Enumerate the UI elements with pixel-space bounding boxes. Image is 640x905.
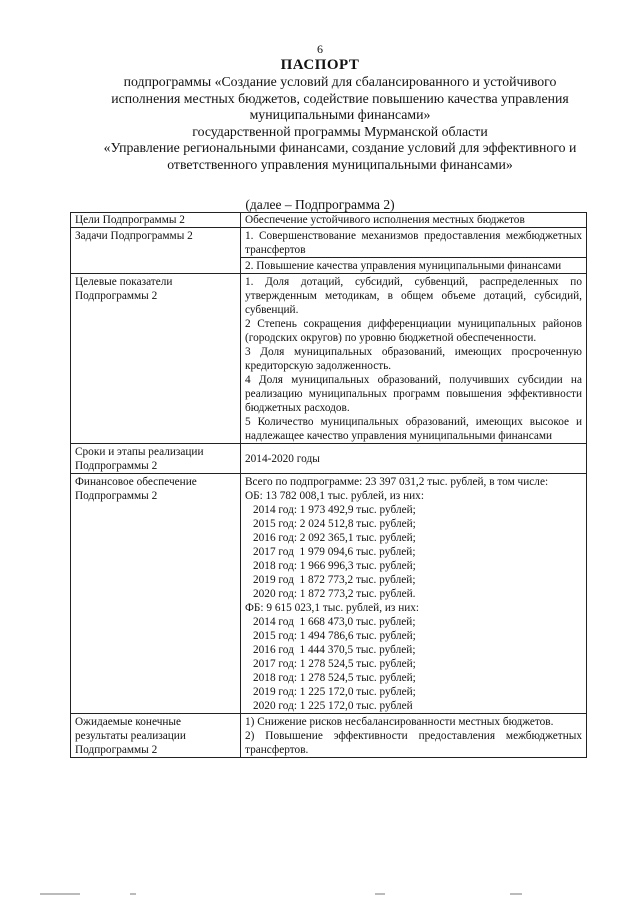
finance-ob-year: 2014 год: 1 973 492,9 тыс. рублей;	[253, 504, 416, 516]
tasks-label: Задачи Подпрограммы 2	[71, 228, 241, 274]
results-value	[241, 714, 587, 758]
table-row-goals	[71, 213, 587, 228]
finance-fb-year: 2020 год: 1 225 172,0 тыс. рублей	[253, 700, 413, 712]
finance-ob-year: 2017 год 1 979 094,6 тыс. рублей;	[253, 546, 416, 558]
indicators-value	[241, 274, 587, 444]
subtitle-line: государственной программы Мурманской области	[192, 123, 488, 139]
finance-ob-year: 2015 год: 2 024 512,8 тыс. рублей;	[253, 518, 416, 530]
finance-ob-header: ОБ: 13 782 008,1 тыс. рублей, из них:	[245, 490, 424, 502]
goals-label: Цели Подпрограммы 2	[71, 213, 241, 228]
subtitle-line: ответственного управления муниципальными финансами»	[167, 156, 513, 172]
finance-ob-year: 2020 год: 1 872 773,2 тыс. рублей.	[253, 588, 416, 600]
subtitle-line: «Управление региональными финансами, создание условий для эффективного и	[103, 140, 577, 155]
indicator-item: 1. Доля дотаций, субсидий, субвенций, распределенных по утвержденным методикам, в общем объеме дотаций, субсидий, субвенций.	[245, 276, 582, 316]
page-number: 6	[317, 42, 323, 56]
indicator-item: 4 Доля муниципальных образований, получивших субсидии на реализацию муниципальных программ повышения эффективности бюджетных расходов.	[245, 374, 582, 414]
task-item: 2. Повышение качества управления муниципальными финансами	[241, 258, 587, 274]
further-referred-note: (далее – Подпрограмма 2)	[245, 197, 395, 212]
indicator-item: 2 Степень сокращения дифференциации муниципальных районов (городских округов) по уровню бюджетной обеспеченности.	[245, 318, 582, 344]
finance-fb-year: 2014 год 1 668 473,0 тыс. рублей;	[253, 616, 416, 628]
passport-table	[70, 212, 587, 758]
finance-fb-year: 2015 год: 1 494 786,6 тыс. рублей;	[253, 630, 416, 642]
indicators-label: Целевые показатели Подпрограммы 2	[71, 274, 241, 444]
document-title: ПАСПОРТ	[280, 57, 360, 73]
finance-fb-year: 2016 год 1 444 370,5 тыс. рублей;	[253, 644, 416, 656]
result-item: 2) Повышение эффективности предоставления межбюджетных трансфертов.	[245, 730, 582, 756]
finance-fb-year: 2018 год: 1 278 524,5 тыс. рублей;	[253, 672, 416, 684]
terms-value: 2014-2020 годы	[241, 444, 587, 474]
indicator-item: 3 Доля муниципальных образований, имеющих просроченную кредиторскую задолженность.	[245, 346, 582, 372]
finance-ob-year: 2018 год: 1 966 996,3 тыс. рублей;	[253, 560, 416, 572]
finance-label: Финансовое обеспечение Подпрограммы 2	[71, 474, 241, 714]
finance-ob-year: 2019 год 1 872 773,2 тыс. рублей;	[253, 574, 416, 586]
finance-total: Всего по подпрограмме: 23 397 031,2 тыс. рублей, в том числе:	[245, 476, 549, 488]
table-row-tasks-1	[71, 228, 587, 258]
results-label: Ожидаемые конечные результаты реализации Подпрограммы 2	[71, 714, 241, 758]
finance-fb-header: ФБ: 9 615 023,1 тыс. рублей, из них:	[245, 602, 420, 614]
result-item: 1) Снижение рисков несбалансированности местных бюджетов.	[245, 716, 554, 728]
subtitle-line: исполнения местных бюджетов, содействие повышению качества управления	[111, 90, 569, 106]
subtitle-line: муниципальными финансами»	[249, 107, 431, 122]
table-row-terms	[71, 444, 587, 474]
finance-value	[241, 474, 587, 714]
terms-label: Сроки и этапы реализации Подпрограммы 2	[71, 444, 241, 474]
table-row-finance	[71, 474, 587, 714]
document-subtitle	[60, 74, 620, 173]
subtitle-line: подпрограммы «Создание условий для сбалансированного и устойчивого	[123, 74, 557, 89]
cut-off-next-line	[40, 893, 600, 899]
finance-fb-year: 2017 год: 1 278 524,5 тыс. рублей;	[253, 658, 416, 670]
table-row-indicators	[71, 274, 587, 444]
task-item: 1. Совершенствование механизмов предоставления межбюджетных трансфертов	[241, 228, 587, 258]
finance-ob-year: 2016 год: 2 092 365,1 тыс. рублей;	[253, 532, 416, 544]
indicator-item: 5 Количество муниципальных образований, имеющих высокое и надлежащее качество управления муниципальными финансами	[245, 416, 582, 442]
finance-fb-year: 2019 год: 1 225 172,0 тыс. рублей;	[253, 686, 416, 698]
goals-value: Обеспечение устойчивого исполнения местных бюджетов	[241, 213, 587, 228]
table-row-results	[71, 714, 587, 758]
